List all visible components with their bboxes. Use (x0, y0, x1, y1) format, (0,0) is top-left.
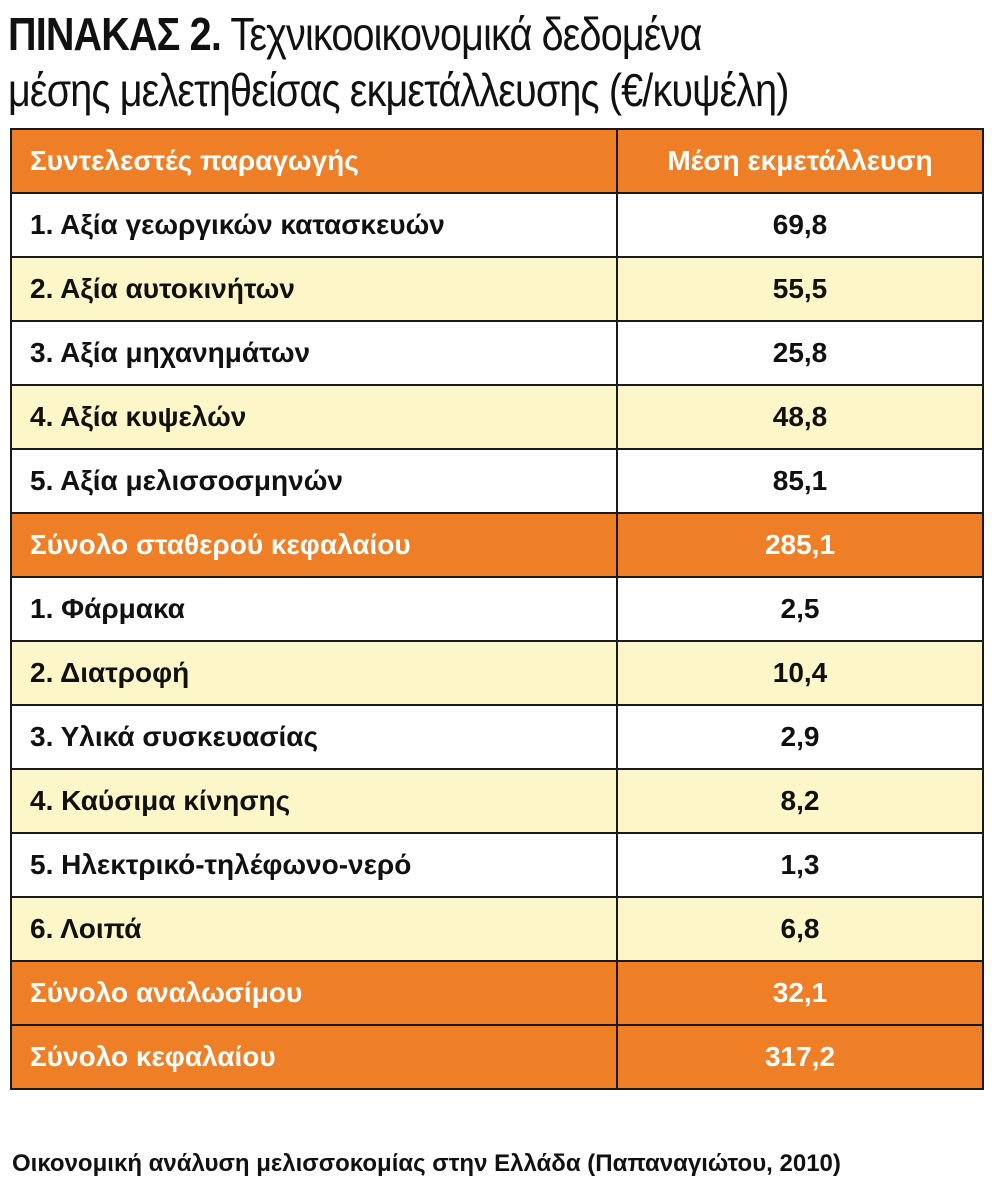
total-row-fixed-capital (11, 513, 983, 577)
row-label: 4. Αξία κυψελών (11, 385, 617, 449)
table-row (11, 385, 983, 449)
table-header-row (11, 129, 983, 193)
table-row (11, 897, 983, 961)
table-row (11, 769, 983, 833)
table-row (11, 833, 983, 897)
table-row (11, 577, 983, 641)
row-value: 285,1 (617, 513, 983, 577)
row-label: 1. Φάρμακα (11, 577, 617, 641)
row-value: 317,2 (617, 1025, 983, 1089)
row-label: 4. Καύσιμα κίνησης (11, 769, 617, 833)
table-row (11, 449, 983, 513)
table-row (11, 257, 983, 321)
source-caption: Οικονομική ανάλυση μελισσοκομίας στην Ελλάδα (Παπαναγιώτου, 2010) (12, 1150, 841, 1177)
table-row (11, 705, 983, 769)
table-number: ΠΙΝΑΚΑΣ 2. (8, 8, 221, 60)
row-label: 5. Αξία μελισσοσμηνών (11, 449, 617, 513)
row-label: 1. Αξία γεωργικών κατασκευών (11, 193, 617, 257)
row-value: 32,1 (617, 961, 983, 1025)
table-row (11, 193, 983, 257)
row-value: 85,1 (617, 449, 983, 513)
table-row (11, 321, 983, 385)
table-title (8, 6, 851, 118)
row-value: 69,8 (617, 193, 983, 257)
row-label: 2. Αξία αυτοκινήτων (11, 257, 617, 321)
row-label: 2. Διατροφή (11, 641, 617, 705)
table-title-line1: Τεχνικοοικονομικά δεδομένα (230, 8, 702, 60)
row-label: Σύνολο σταθερού κεφαλαίου (11, 513, 617, 577)
row-value: 25,8 (617, 321, 983, 385)
row-value: 48,8 (617, 385, 983, 449)
row-value: 10,4 (617, 641, 983, 705)
total-row-capital (11, 1025, 983, 1089)
row-label: Σύνολο αναλωσίμου (11, 961, 617, 1025)
header-value: Μέση εκμετάλλευση (617, 129, 983, 193)
row-value: 55,5 (617, 257, 983, 321)
row-value: 6,8 (617, 897, 983, 961)
row-value: 1,3 (617, 833, 983, 897)
row-value: 2,9 (617, 705, 983, 769)
header-label: Συντελεστές παραγωγής (11, 129, 617, 193)
row-label: Σύνολο κεφαλαίου (11, 1025, 617, 1089)
row-label: 3. Αξία μηχανημάτων (11, 321, 617, 385)
data-table-container (10, 128, 982, 1090)
table-title-line2: μέσης μελετηθείσας εκμετάλλευσης (€/κυψέλη) (8, 64, 789, 116)
row-label: 3. Υλικά συσκευασίας (11, 705, 617, 769)
data-table (10, 128, 984, 1090)
total-row-consumables (11, 961, 983, 1025)
row-label: 6. Λοιπά (11, 897, 617, 961)
table-row (11, 641, 983, 705)
row-value: 8,2 (617, 769, 983, 833)
row-value: 2,5 (617, 577, 983, 641)
row-label: 5. Ηλεκτρικό-τηλέφωνο-νερό (11, 833, 617, 897)
